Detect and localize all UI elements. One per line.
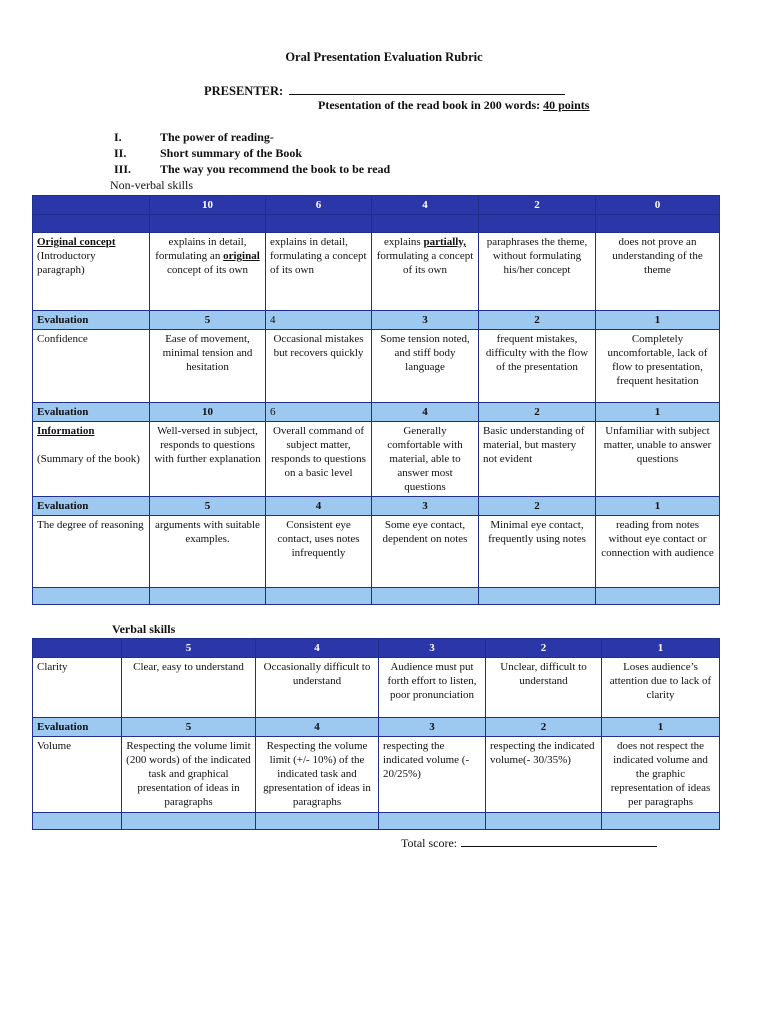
table-cell	[150, 215, 266, 233]
table-cell: Respecting the volume limit (+/- 10%) of the indicated task and gpresentation of ideas in paragraphs	[256, 737, 379, 813]
presenter-field	[204, 82, 565, 99]
table-cell: does not prove an understanding of the theme	[596, 233, 720, 311]
table-cell: Evaluation	[33, 311, 150, 330]
table-cell[interactable]	[379, 813, 486, 830]
table-cell: 1	[596, 311, 720, 330]
table-cell: 4	[372, 403, 479, 422]
table-cell: Occasional mistakes but recovers quickly	[266, 330, 372, 403]
verbal-table	[32, 638, 720, 830]
table-cell: 2	[479, 311, 596, 330]
criterion-information: Information (Summary of the book)	[33, 422, 150, 497]
table-cell: Audience must put forth effort to listen, poor pronunciation	[379, 658, 486, 718]
table-cell	[33, 813, 122, 830]
list-item-text: The way you recommend the book to be read	[160, 162, 391, 176]
table-cell: 1	[602, 639, 720, 658]
criterion-reasoning: The degree of reasoning	[33, 516, 150, 588]
table-cell: 0	[596, 196, 720, 215]
table-cell: 10	[150, 403, 266, 422]
table-cell[interactable]	[596, 588, 720, 605]
table-cell: Ease of movement, minimal tension and hesitation	[150, 330, 266, 403]
table-cell: 2	[479, 403, 596, 422]
table-cell: Unclear, difficult to understand	[486, 658, 602, 718]
table-cell: 10	[150, 196, 266, 215]
table-cell: 2	[486, 718, 602, 737]
table-cell: Well-versed in subject, responds to questions with further explanation	[150, 422, 266, 497]
table-row	[33, 737, 720, 813]
table-cell	[479, 215, 596, 233]
table-cell: 4	[256, 718, 379, 737]
table-cell[interactable]	[122, 813, 256, 830]
table-cell: respecting the indicated volume(- 30/35%)	[486, 737, 602, 813]
table-cell[interactable]	[486, 813, 602, 830]
table-cell: explains partially, formulating a concept of its own	[372, 233, 479, 311]
evaluation-row	[33, 497, 720, 516]
list-item	[114, 162, 390, 177]
table-row	[33, 516, 720, 588]
table-cell: Some tension noted, and stiff body language	[372, 330, 479, 403]
table-cell: 5	[122, 718, 256, 737]
score-header-row	[33, 639, 720, 658]
table-row	[33, 422, 720, 497]
table-cell: Loses audience’s attention due to lack of clarity	[602, 658, 720, 718]
list-item-text: The power of reading-	[160, 130, 274, 144]
nonverbal-section-label: Non-verbal skills	[110, 178, 193, 192]
presenter-blank-line[interactable]	[289, 82, 565, 95]
table-cell: Consistent eye contact, uses notes infrequently	[266, 516, 372, 588]
criterion-volume: Volume	[33, 737, 122, 813]
criterion-confidence: Confidence	[33, 330, 150, 403]
list-item-number: III.	[114, 162, 132, 176]
table-cell: 2	[479, 497, 596, 516]
list-item-number: I.	[114, 130, 122, 144]
table-cell[interactable]	[372, 588, 479, 605]
table-cell: explains in detail, formulating an original concept of its own	[150, 233, 266, 311]
page-title: Oral Presentation Evaluation Rubric	[285, 50, 483, 64]
table-cell: 5	[150, 497, 266, 516]
table-cell: Evaluation	[33, 497, 150, 516]
criterion-original-concept: Original concept (Introductory paragraph)	[33, 233, 150, 311]
table-cell: Basic understanding of material, but mastery not evident	[479, 422, 596, 497]
table-cell: 1	[596, 403, 720, 422]
table-cell: 3	[372, 311, 479, 330]
table-cell: paraphrases the theme, without formulating his/her concept	[479, 233, 596, 311]
table-cell: Unfamiliar with subject matter, unable to answer questions	[596, 422, 720, 497]
table-cell: 2	[486, 639, 602, 658]
table-row	[33, 233, 720, 311]
header-spacer-row	[33, 215, 720, 233]
table-cell: 2	[479, 196, 596, 215]
table-cell	[33, 215, 150, 233]
table-cell: frequent mistakes, difficulty with the flow of the presentation	[479, 330, 596, 403]
list-item-number: II.	[114, 146, 127, 160]
table-cell: Generally comfortable with material, able to answer most questions	[372, 422, 479, 497]
table-cell	[372, 215, 479, 233]
list-item	[114, 130, 274, 145]
table-cell: 5	[122, 639, 256, 658]
table-cell: explains in detail, formulating a concept of its own	[266, 233, 372, 311]
table-cell: Evaluation	[33, 718, 122, 737]
table-cell: 4	[266, 497, 372, 516]
table-cell	[33, 196, 150, 215]
presenter-label: PRESENTER:	[204, 84, 284, 98]
points-line	[318, 98, 589, 113]
table-cell: Evaluation	[33, 403, 150, 422]
score-header-row	[33, 196, 720, 215]
table-cell: 4	[256, 639, 379, 658]
total-score-field	[401, 835, 657, 851]
evaluation-row	[33, 311, 720, 330]
points-text: Ptesentation of the read book in 200 words:	[318, 98, 541, 112]
table-cell[interactable]	[150, 588, 266, 605]
total-score-label: Total score:	[401, 836, 458, 850]
table-cell: 6	[266, 403, 372, 422]
table-cell: 3	[372, 497, 479, 516]
table-row	[33, 658, 720, 718]
evaluation-row	[33, 718, 720, 737]
table-cell[interactable]	[479, 588, 596, 605]
table-cell: Minimal eye contact, frequently using notes	[479, 516, 596, 588]
total-score-blank-line[interactable]	[461, 835, 657, 847]
table-cell: does not respect the indicated volume and the graphic representation of ideas per paragraphs	[602, 737, 720, 813]
table-row	[33, 330, 720, 403]
table-cell: Respecting the volume limit (200 words) of the indicated task and graphical presentation of ideas in paragraphs	[122, 737, 256, 813]
table-cell: 4	[372, 196, 479, 215]
list-item-text: Short summary of the Book	[160, 146, 303, 160]
score-entry-row	[33, 813, 720, 830]
evaluation-row	[33, 403, 720, 422]
points-value: 40 points	[543, 98, 590, 112]
table-cell: 3	[379, 718, 486, 737]
table-cell: Some eye contact, dependent on notes	[372, 516, 479, 588]
table-cell: Completely uncomfortable, lack of flow to presentation, frequent hesitation	[596, 330, 720, 403]
table-cell: arguments with suitable examples.	[150, 516, 266, 588]
table-cell: reading from notes without eye contact or connection with audience	[596, 516, 720, 588]
table-cell	[33, 588, 150, 605]
table-cell: 3	[379, 639, 486, 658]
list-item	[114, 146, 302, 161]
table-cell: respecting the indicated volume (- 20/25%)	[379, 737, 486, 813]
table-cell: Occasionally difficult to understand	[256, 658, 379, 718]
table-cell: 4	[266, 311, 372, 330]
table-cell[interactable]	[602, 813, 720, 830]
table-cell: 5	[150, 311, 266, 330]
table-cell: Clear, easy to understand	[122, 658, 256, 718]
table-cell	[596, 215, 720, 233]
table-cell: 1	[602, 718, 720, 737]
score-entry-row	[33, 588, 720, 605]
verbal-section-label: Verbal skills	[112, 622, 176, 636]
table-cell: Overall command of subject matter, responds to questions on a basic level	[266, 422, 372, 497]
criterion-clarity: Clarity	[33, 658, 122, 718]
table-cell	[266, 215, 372, 233]
table-cell[interactable]	[266, 588, 372, 605]
table-cell: 1	[596, 497, 720, 516]
table-cell	[33, 639, 122, 658]
table-cell: 6	[266, 196, 372, 215]
nonverbal-table	[32, 195, 720, 605]
table-cell[interactable]	[256, 813, 379, 830]
